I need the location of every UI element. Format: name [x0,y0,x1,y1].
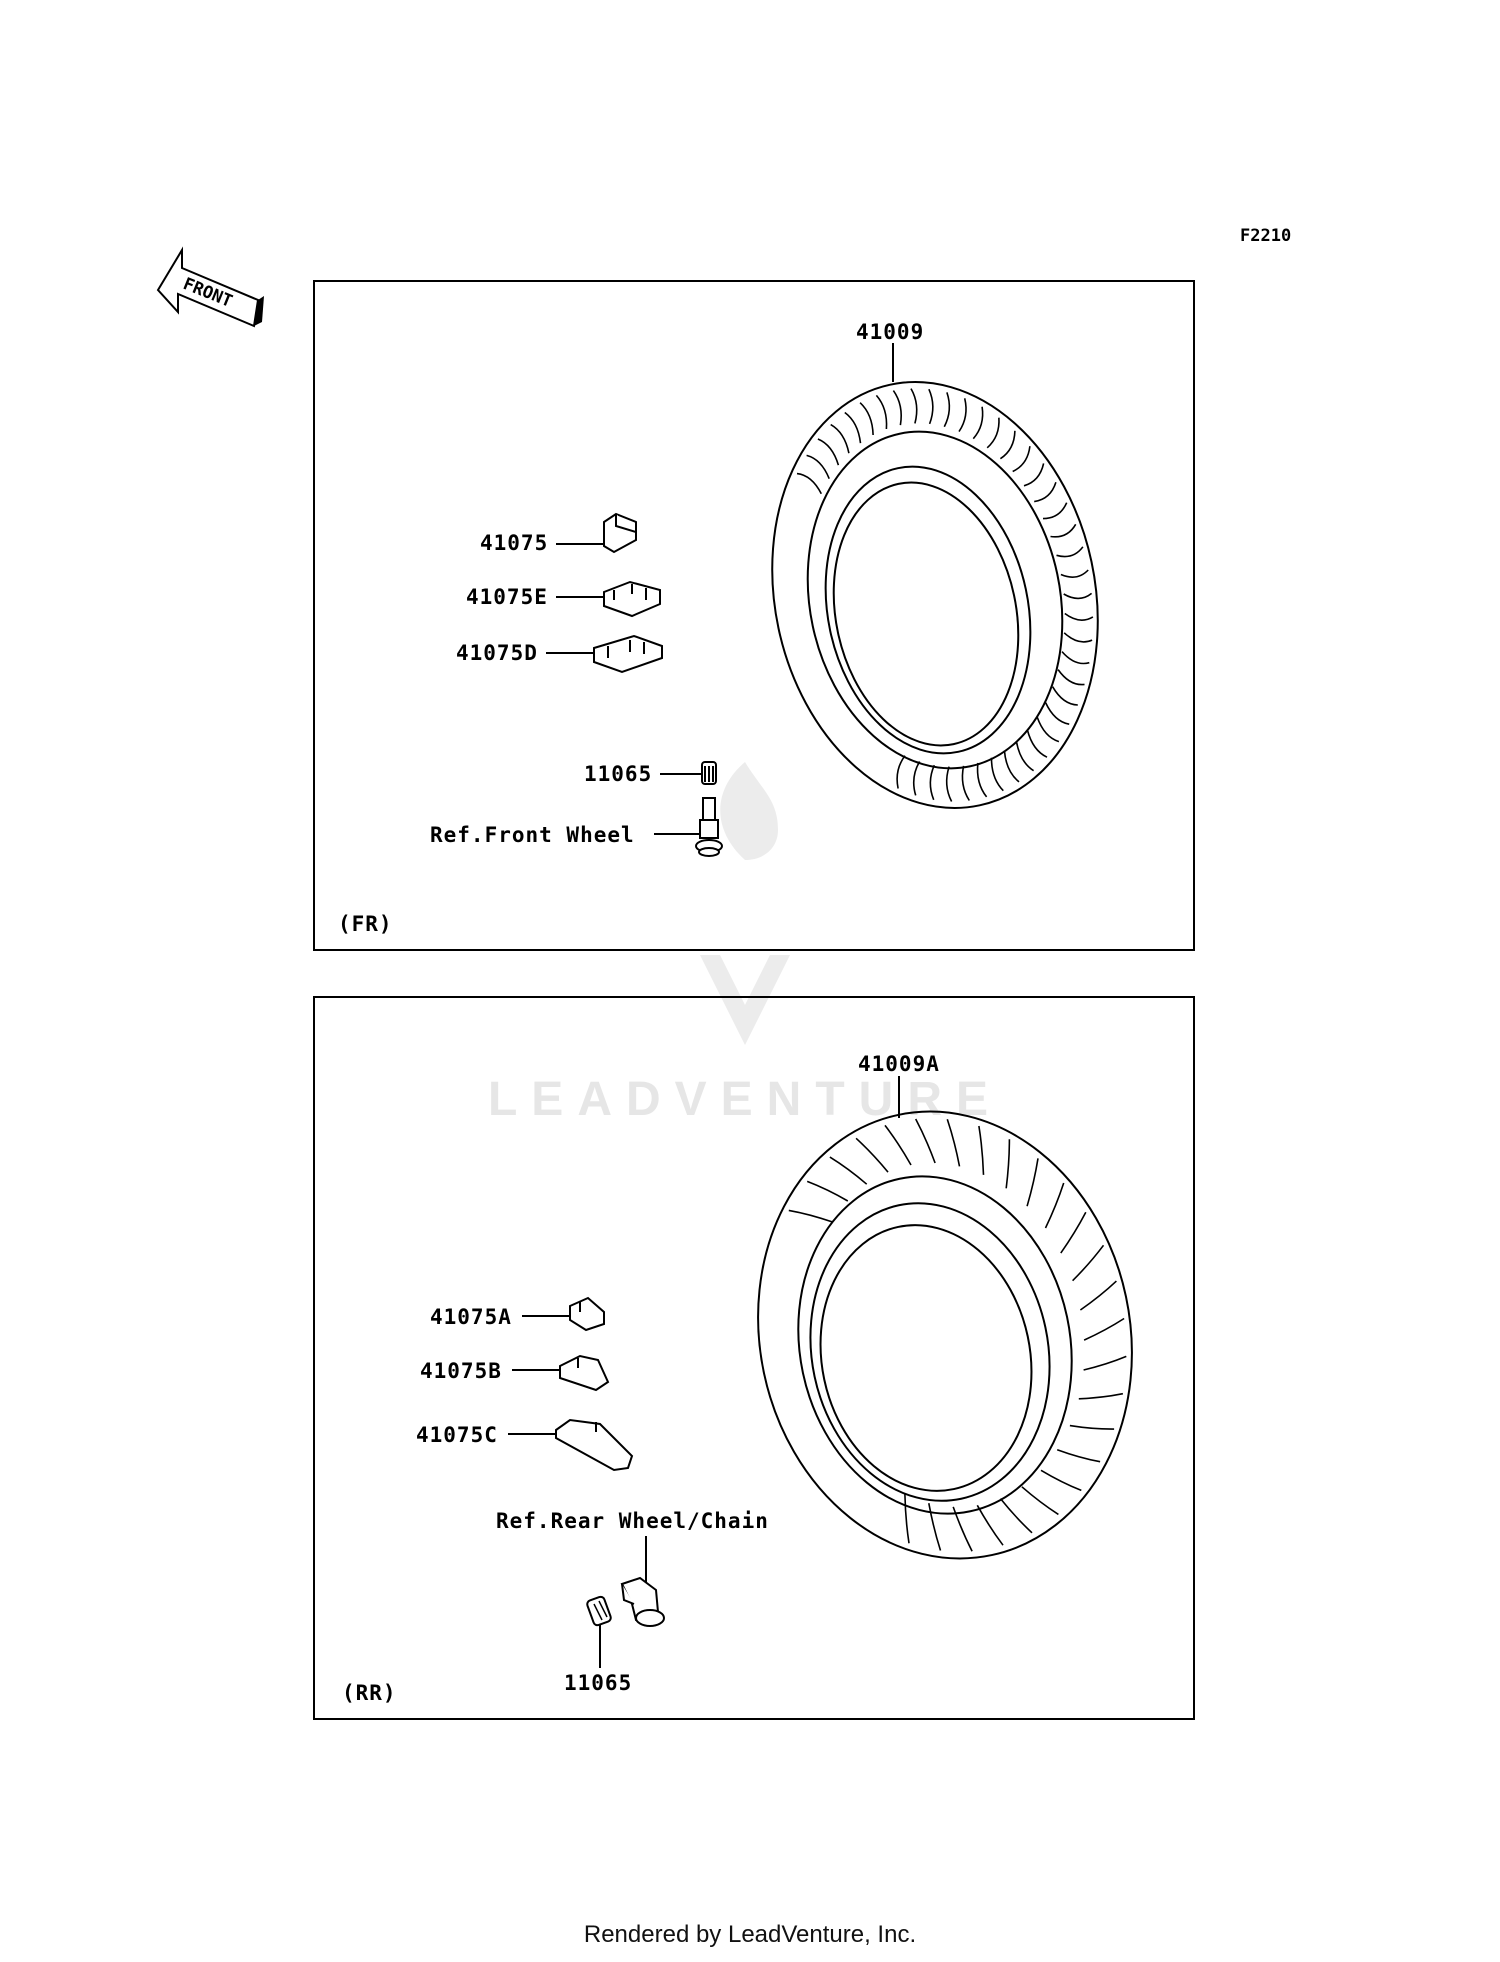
front-ref-label: Ref.Front Wheel [430,823,635,847]
front-arrow-label: FRONT [180,274,236,312]
tread-line [1043,503,1067,519]
tread-line [860,403,873,435]
front-weight-41075E-label: 41075E [466,585,548,609]
rear-weight-41075B-label: 41075B [420,1359,502,1383]
rear-weight-41075B [560,1356,608,1390]
tread-line [978,763,987,797]
tread-line [987,418,999,448]
tread-line [1027,1158,1038,1206]
tread-line [856,1138,888,1172]
tread-line [1006,1139,1009,1188]
tread-line [1013,446,1030,471]
tread-line [962,766,969,801]
rear-valve-cap [586,1596,612,1627]
tread-line [1062,652,1089,664]
front-direction-arrow [158,250,264,326]
tread-line [929,389,933,424]
tread-line [818,439,839,465]
tread-line [897,756,905,789]
front-panel-title: (FR) [338,912,393,936]
rear-valve-cap-label: 11065 [564,1671,633,1695]
rear-valve-stem [622,1578,664,1626]
tread-line [1064,593,1092,598]
front-weight-41075 [604,514,636,552]
front-valve-cap [702,762,716,784]
footer-credit: Rendered by LeadVenture, Inc. [583,1921,917,1948]
tread-line [947,1119,959,1166]
tread-line [959,398,966,431]
tread-line [973,407,982,439]
tread-line [1070,1426,1114,1430]
front-tire-label: 41009 [856,320,925,344]
tread-line [1079,1394,1123,1399]
front-weight-41075E [604,582,660,616]
tread-line [1073,1245,1104,1280]
tread-line [1027,730,1047,757]
tread-line [1057,547,1083,557]
tread-line [1004,751,1019,782]
tread-line [1037,717,1059,742]
rear-weight-41075C [556,1420,632,1470]
tread-line [1046,1183,1064,1228]
rear-weight-41075C-label: 41075C [416,1423,498,1447]
tread-line [1024,463,1044,485]
rear-tire-label: 41009A [858,1052,940,1076]
tread-line [914,762,920,796]
tread-line [789,1210,832,1221]
front-weight-41075-label: 41075 [480,531,549,555]
tread-line [1061,570,1088,577]
tread-line [830,1157,867,1184]
rear-ref-label: Ref.Rear Wheel/Chain [496,1509,769,1533]
tread-line [1022,1487,1059,1515]
tread-line [1064,633,1092,642]
tread-line [885,1125,911,1165]
rear-weight-41075A-label: 41075A [430,1305,512,1329]
tread-line [977,1505,1003,1545]
tread-line [831,425,849,454]
tread-line [1084,1356,1127,1370]
tread-line [1061,1212,1086,1253]
tread-line [930,765,934,800]
tread-line [1053,687,1078,705]
tread-line [1051,524,1076,537]
tread-line [1046,703,1070,725]
tread-line [1058,670,1084,685]
tread-line [797,474,821,494]
tread-line [1065,614,1093,621]
tread-line [1016,741,1033,771]
watermark-text: LEADVENTURE [487,1073,1003,1126]
front-valve-cap-label: 11065 [584,762,653,786]
tread-line [911,389,917,424]
front-weight-41075D-label: 41075D [456,641,538,665]
front-valve-stem [696,798,722,856]
tread-line [905,1494,909,1543]
tread-line [1057,1450,1100,1462]
tread-line [944,392,949,426]
tread-line [876,395,886,429]
tread-line [807,455,830,478]
tread-line [979,1126,984,1175]
tread-line [1041,1470,1081,1490]
tread-line [991,758,1003,791]
front-tire-41009 [734,351,1136,838]
tread-line [893,391,901,426]
tread-line [1080,1281,1116,1310]
tread-line [845,413,861,444]
rear-tire-41009A [717,1076,1172,1593]
tread-line [1084,1319,1124,1341]
rear-panel-title: (RR) [342,1681,397,1705]
figure-id: F2210 [1240,226,1292,246]
tread-line [929,1503,941,1550]
rear-weight-41075A [570,1298,604,1330]
tread-line [807,1181,848,1201]
tread-line [1001,1499,1033,1533]
tread-line [1000,431,1015,459]
front-weight-41075D [594,636,662,672]
tread-line [1034,482,1056,501]
tread-line [947,767,952,802]
